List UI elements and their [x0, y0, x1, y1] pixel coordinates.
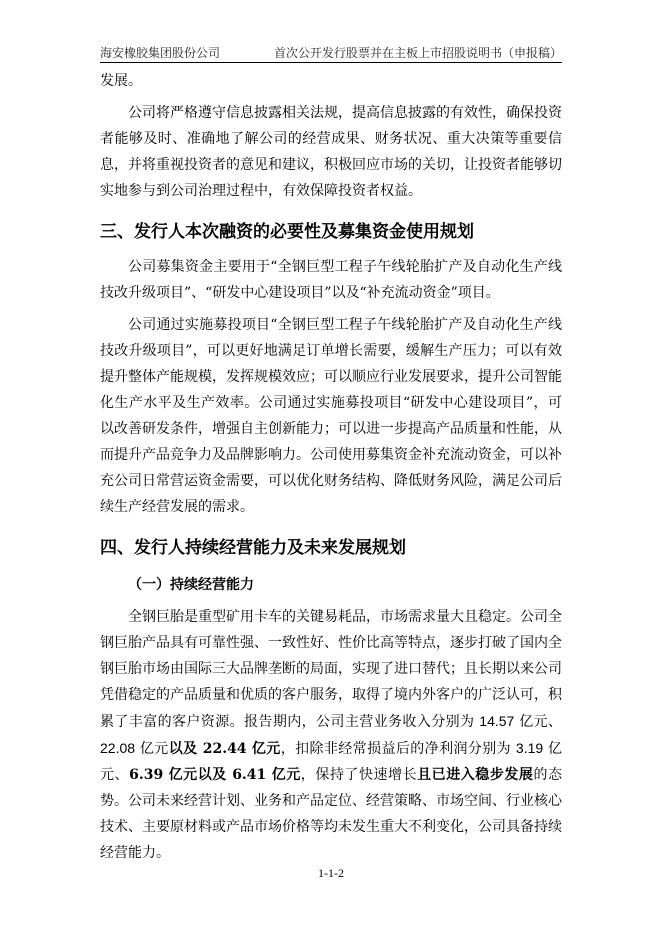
page-content: [100, 68, 562, 866]
revenue-value-1: 14.57: [479, 713, 515, 729]
growth-phrase-bold: 且已进入稳步发展: [417, 767, 534, 783]
header-company: 海安橡胶集团股份公司: [100, 46, 221, 60]
page-number: 1-1-2: [318, 866, 344, 880]
text-run: 亿元: [135, 741, 169, 757]
paragraph-continued: 发展。: [100, 73, 142, 89]
section-heading-3: 三、发行人本次融资的必要性及募集资金使用规划: [100, 222, 474, 242]
text-run: 的态势。公司未来经营计划、业务和产品定位、经营策略、市场空间、行业核心技术、主要原材料或产品市场价格等均未发生重大不利变化，公司具备持续经营能力。: [100, 767, 563, 861]
paragraph-disclosure: 公司将严格遵守信息披露相关法规，提高信息披露的有效性，确保投资者能够及时、准确地了解公司的经营成果、财务状况、重大决策等重要信息，并将重视投资者的意见和建议，积极回应市场的关切，让投资者能够切实地参与到公司治理过程中，有效保障投资者权益。: [100, 105, 562, 199]
subsection-heading-1: （一）持续经营能力: [128, 577, 254, 593]
text-run: 亿元、: [100, 741, 563, 783]
text-run: 亿元、: [514, 714, 562, 730]
profit-value-1: 3.19: [515, 740, 544, 756]
header-rule: [100, 62, 562, 63]
section-heading-4: 四、发行人持续经营能力及未来发展规划: [100, 538, 406, 558]
paragraph-fund-use: 公司募集资金主要用于“全钢巨型工程子午线轮胎扩产及自动化生产线技改升级项目”、“研发中心建设项目”以及“补充流动资金”项目。: [100, 259, 562, 301]
profit-values-bold: 6.39 亿元以及 6.41 亿元: [129, 767, 301, 783]
header-doc-title: 首次公开发行股票并在主板上市招股说明书（申报稿）: [273, 46, 562, 60]
text-run: ，扣除非经常损益后的净利润分别为: [280, 741, 516, 757]
paragraph-operations: [100, 604, 562, 866]
paragraph-projects: 公司通过实施募投项目“全钢巨型工程子午线轮胎扩产及自动化生产线技改升级项目”，可以更好地满足订单增长需要，缓解生产压力；可以有效提升整体产能规模，发挥规模效应；可以顺应行业发展要求，提升公司智能化生产水平及生产效率。公司通过实施募投项目“研发中心建设项目”，可以改善研发条件，增强自主创新能力；可以进一步提高产品质量和性能，从而提升产品竞争力及品牌影响力。公司使用募集资金补充流动资金，可以补充公司日常营运资金需要，可以优化财务结构、降低财务风险，满足公司后续生产经营发展的需求。: [100, 317, 562, 515]
revenue-value-3-bold: 以及 22.44 亿元: [168, 741, 281, 757]
page-header: [100, 44, 562, 62]
text-run: ，保持了快速增长: [300, 767, 418, 783]
text-run: 全钢巨胎是重型矿用卡车的关键易耗品，市场需求量大且稳定。公司全钢巨胎产品具有可靠性强、一致性好、性价比高等特点，逐步打破了国内全钢巨胎市场由国际三大品牌垄断的局面，实现了进口替代；且长期以来公司凭借稳定的产品质量和优质的客户服务，取得了境内外客户的广泛认可，积累了丰富的客户资源。报告期内，公司主营业务收入分别为: [100, 609, 562, 730]
revenue-value-2: 22.08: [100, 740, 136, 756]
